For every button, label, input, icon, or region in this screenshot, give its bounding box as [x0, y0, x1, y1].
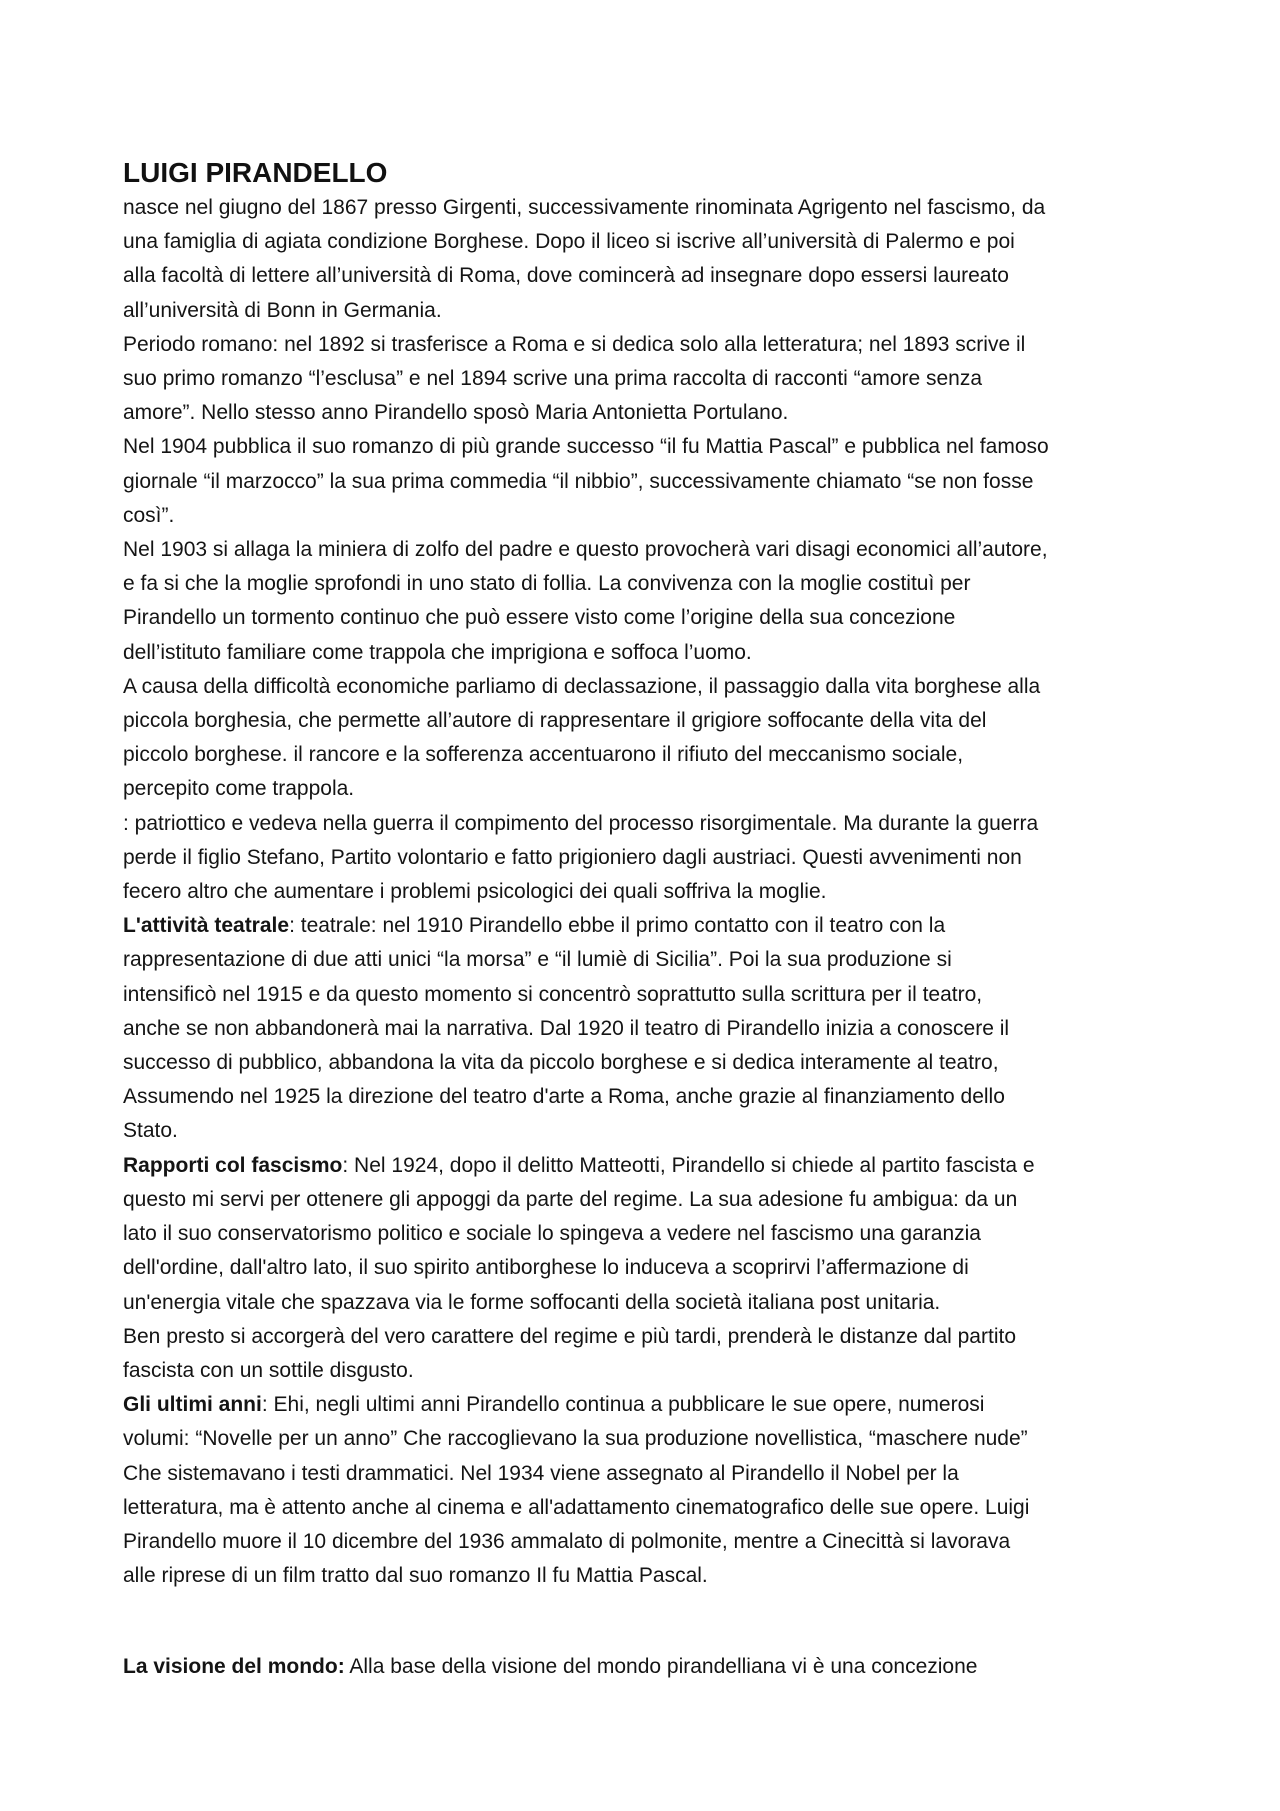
- text-line: Assumendo nel 1925 la direzione del teatro d'arte a Roma, anche grazie al finanziamento dello: [123, 1085, 1005, 1109]
- section-heading-ultimi-anni: Gli ultimi anni: [123, 1393, 262, 1417]
- text-line: fascista con un sottile disgusto.: [123, 1358, 414, 1382]
- text-line: un'energia vitale che spazzava via le forme soffocanti della società italiana post unitaria.: [123, 1290, 941, 1314]
- document-title: LUIGI PIRANDELLO: [123, 157, 388, 188]
- text-line: e fa si che la moglie sprofondi in uno stato di follia. La convivenza con la moglie costituì per: [123, 572, 971, 596]
- text-line: nasce nel giugno del 1867 presso Girgenti, successivamente rinominata Agrigento nel fascismo, da: [123, 196, 1046, 219]
- text-line: amore”. Nello stesso anno Pirandello sposò Maria Antonietta Portulano.: [123, 401, 789, 425]
- fascismo-section: [123, 1149, 1183, 1388]
- text-line: una famiglia di agiata condizione Borghese. Dopo il liceo si iscrive all’università di Palermo e poi: [123, 230, 1015, 254]
- text-line: dell'ordine, dall'altro lato, il suo spirito antiborghese lo induceva a scoprirvi l’affermazione di: [123, 1256, 969, 1280]
- text-segment: : Ehi, negli ultimi anni Pirandello continua a pubblicare le sue opere, numerosi: [261, 1393, 985, 1417]
- section-heading-teatro: L'attività teatrale: [123, 914, 290, 938]
- text-line: Stato.: [123, 1119, 178, 1143]
- intro-section: [123, 191, 1183, 909]
- text-line: Nel 1903 si allaga la miniera di zolfo del padre e questo provocherà vari disagi economici all’autore,: [123, 538, 1048, 562]
- text-line: dell’istituto familiare come trappola che imprigiona e soffoca l’uomo.: [123, 640, 752, 664]
- text-segment: : Nel 1924, dopo il delitto Matteotti, Pirandello si chiede al partito fascista e: [342, 1153, 1035, 1177]
- text-line: rappresentazione di due atti unici “la morsa” e “il lumiè di Sicilia”. Poi la sua produzione si: [123, 948, 952, 972]
- text-line: anche se non abbandonerà mai la narrativa. Dal 1920 il teatro di Pirandello inizia a conoscere il: [123, 1016, 1010, 1040]
- text-line: Che sistemavano i testi drammatici. Nel 1934 viene assegnato al Pirandello il Nobel per la: [123, 1461, 959, 1485]
- text-line: perde il figlio Stefano, Partito volontario e fatto prigioniero dagli austriaci. Questi avvenimenti non: [123, 845, 1022, 869]
- text-line: [123, 1388, 1183, 1422]
- text-segment: : teatrale: nel 1910 Pirandello ebbe il primo contatto con il teatro con la: [289, 914, 946, 938]
- text-line: così”.: [123, 503, 175, 527]
- text-segment: Alla base della visione del mondo pirandelliana vi è una concezione: [344, 1655, 978, 1679]
- text-line: percepito come trappola.: [123, 777, 355, 801]
- text-line: letteratura, ma è attento anche al cinema e all'adattamento cinematografico delle sue opere. Luigi: [123, 1495, 1030, 1519]
- text-line: questo mi servi per ottenere gli appoggi da parte del regime. La sua adesione fu ambigua: da un: [123, 1187, 1018, 1211]
- paragraph-gap: [123, 1593, 1183, 1650]
- text-line: alla facoltà di lettere all’università di Roma, dove comincerà ad insegnare dopo essersi laureato: [123, 264, 1009, 288]
- section-heading-fascismo: Rapporti col fascismo: [123, 1153, 343, 1177]
- text-line: all’università di Bonn in Germania.: [123, 298, 442, 322]
- text-line: lato il suo conservatorismo politico e sociale lo spingeva a vedere nel fascismo una garanzia: [123, 1222, 981, 1246]
- text-line: fecero altro che aumentare i problemi psicologici dei quali soffriva la moglie.: [123, 880, 827, 904]
- text-line: [123, 909, 1183, 943]
- ultimi-anni-section: [123, 1388, 1183, 1593]
- text-line: alle riprese di un film tratto dal suo romanzo Il fu Mattia Pascal.: [123, 1564, 708, 1588]
- text-line: Pirandello un tormento continuo che può essere visto come l’origine della sua concezione: [123, 606, 956, 630]
- text-line: A causa della difficoltà economiche parliamo di declassazione, il passaggio dalla vita borghese alla: [123, 674, 1041, 698]
- teatro-section: [123, 909, 1183, 1148]
- text-line: Nel 1904 pubblica il suo romanzo di più grande successo “il fu Mattia Pascal” e pubblica nel famoso: [123, 435, 1049, 459]
- text-line: giornale “il marzocco” la sua prima commedia “il nibbio”, successivamente chiamato “se non fosse: [123, 469, 1034, 493]
- text-line: Periodo romano: nel 1892 si trasferisce a Roma e si dedica solo alla letteratura; nel 1893 scrive il: [123, 332, 1026, 356]
- text-line: [123, 1650, 1183, 1684]
- text-line: volumi: “Novelle per un anno” Che raccoglievano la sua produzione novellistica, “maschere nude”: [123, 1427, 1028, 1451]
- text-line: [123, 1149, 1183, 1183]
- text-line: piccolo borghese. il rancore e la sofferenza accentuarono il rifiuto del meccanismo sociale,: [123, 743, 964, 767]
- text-line: piccola borghesia, che permette all’autore di rappresentare il grigiore soffocante della vita del: [123, 709, 987, 733]
- section-heading-visione: La visione del mondo:: [123, 1655, 345, 1679]
- text-line: intensificò nel 1915 e da questo momento si concentrò soprattutto sulla scrittura per il teatro,: [123, 982, 983, 1006]
- text-line: Pirandello muore il 10 dicembre del 1936 ammalato di polmonite, mentre a Cinecittà si lavorava: [123, 1529, 1011, 1553]
- text-line: Ben presto si accorgerà del vero carattere del regime e più tardi, prenderà le distanze dal partito: [123, 1324, 1016, 1348]
- visione-section: [123, 1650, 1183, 1684]
- text-line: suo primo romanzo “l’esclusa” e nel 1894 scrive una prima raccolta di racconti “amore senza: [123, 367, 983, 391]
- text-line: : patriottico e vedeva nella guerra il compimento del processo risorgimentale. Ma durante la guerra: [123, 811, 1039, 835]
- text-line: successo di pubblico, abbandona la vita da piccolo borghese e si dedica interamente al teatro,: [123, 1051, 999, 1075]
- document-page: [123, 155, 1183, 1685]
